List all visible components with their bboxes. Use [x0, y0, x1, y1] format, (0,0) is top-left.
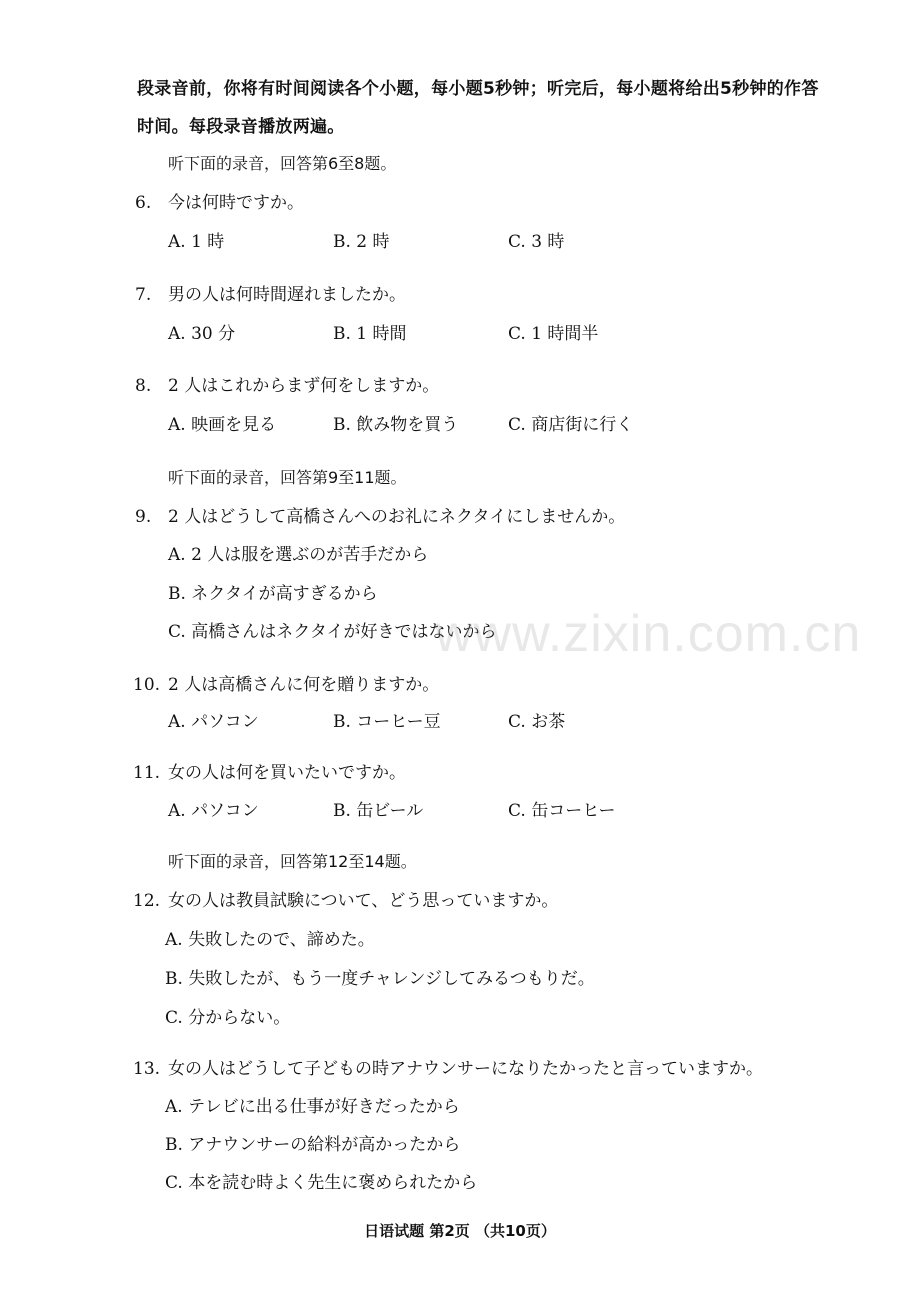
option-c[interactable]: C. 3 時: [508, 232, 565, 252]
section-header-6-8: 听下面的录音，回答第6至8题。: [168, 154, 397, 173]
instructions-line-1: 段录音前，你将有时间阅读各个小题，每小题5秒钟；听完后，每小题将给出5秒钟的作答: [137, 79, 819, 99]
option-a[interactable]: A. 30 分: [168, 324, 236, 344]
question-text: 女の人はどうして子どもの時アナウンサーになりたかったと言っていますか。: [168, 1059, 763, 1079]
option-c[interactable]: C. 商店街に行く: [508, 415, 634, 435]
option-c[interactable]: C. 缶コーヒー: [508, 801, 616, 821]
question-number: 8.: [135, 376, 152, 396]
question-text: 今は何時ですか。: [168, 193, 304, 213]
option-b[interactable]: B. コーヒー豆: [333, 712, 441, 732]
question-number: 12.: [133, 891, 161, 911]
question-text: 女の人は教員試験について、どう思っていますか。: [168, 891, 559, 911]
question-number: 10.: [133, 675, 161, 695]
option-b[interactable]: B. 2 時: [333, 232, 390, 252]
question-text: 2 人は高橋さんに何を贈りますか。: [168, 675, 440, 695]
option-b[interactable]: B. ネクタイが高すぎるから: [168, 584, 378, 604]
question-number: 11.: [133, 763, 161, 783]
watermark-text: www.zixin.com.cn: [435, 605, 862, 663]
question-number: 13.: [133, 1059, 161, 1079]
option-b[interactable]: B. アナウンサーの給料が高かったから: [165, 1135, 461, 1155]
option-c[interactable]: C. 分からない。: [165, 1008, 291, 1028]
instructions-line-2: 时间。每段录音播放两遍。: [137, 117, 345, 137]
section-header-9-11: 听下面的录音，回答第9至11题。: [168, 468, 407, 487]
option-a[interactable]: A. テレビに出る仕事が好きだったから: [165, 1097, 460, 1117]
option-c[interactable]: C. 1 時間半: [508, 324, 599, 344]
option-a[interactable]: A. 1 時: [168, 232, 225, 252]
option-c[interactable]: C. お茶: [508, 712, 566, 732]
option-a[interactable]: A. パソコン: [168, 801, 259, 821]
page-footer: 日语试题 第2页 （共10页）: [364, 1222, 556, 1240]
option-b[interactable]: B. 失敗したが、もう一度チャレンジしてみるつもりだ。: [165, 969, 595, 989]
question-number: 6.: [135, 193, 152, 213]
option-a[interactable]: A. 失敗したので、諦めた。: [165, 930, 375, 950]
option-c[interactable]: C. 本を読む時よく先生に褒められたから: [165, 1173, 478, 1193]
question-text: 2 人はどうして高橋さんへのお礼にネクタイにしませんか。: [168, 507, 626, 527]
option-b[interactable]: B. 缶ビール: [333, 801, 424, 821]
section-header-12-14: 听下面的录音，回答第12至14题。: [168, 852, 417, 871]
option-a[interactable]: A. パソコン: [168, 712, 259, 732]
option-a[interactable]: A. 映画を見る: [168, 415, 277, 435]
question-number: 9.: [135, 507, 152, 527]
question-text: 2 人はこれからまず何をしますか。: [168, 376, 440, 396]
question-text: 男の人は何時間遅れましたか。: [168, 285, 406, 305]
option-b[interactable]: B. 飲み物を買う: [333, 415, 459, 435]
option-b[interactable]: B. 1 時間: [333, 324, 407, 344]
question-text: 女の人は何を買いたいですか。: [168, 763, 406, 783]
option-c[interactable]: C. 高橋さんはネクタイが好きではないから: [168, 622, 497, 642]
option-a[interactable]: A. 2 人は服を選ぶのが苦手だから: [168, 545, 429, 565]
question-number: 7.: [135, 285, 152, 305]
